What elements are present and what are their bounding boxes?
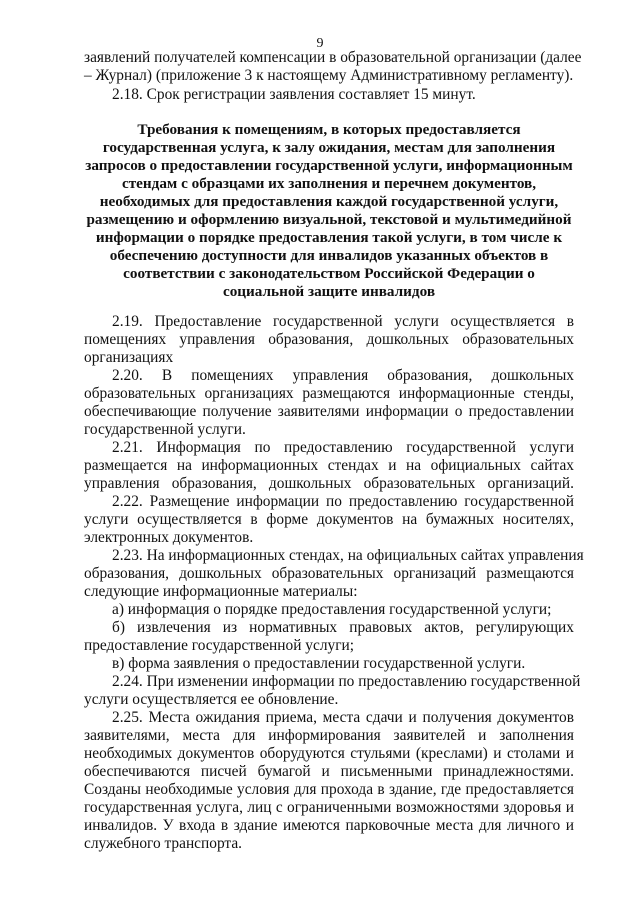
list-item: б) извлечения из нормативных правовых актов, регулирующих xyxy=(112,619,574,636)
heading-line: стендам с образцами их заполнения и перечнем документов, xyxy=(121,175,537,192)
text-line: государственная услуга, лиц с ограниченными возможностями здоровья и xyxy=(84,799,574,816)
text-line: обеспечивающие получение заявителями информации о предоставлении xyxy=(84,403,574,420)
text-line: управления образования, дошкольных образовательных организаций. xyxy=(84,475,574,492)
heading-line: информации о порядке предоставления такой услуги, в том числе к xyxy=(95,229,563,246)
text-line: 2.22. Размещение информации по предоставлению государственной xyxy=(112,493,574,510)
heading-line: запросов о предоставлении государственной услуги, информационным xyxy=(85,157,573,174)
text-line: Созданы необходимые условия для прохода в здание, где предоставляется xyxy=(84,781,574,798)
text-line: электронных документов. xyxy=(84,529,254,546)
text-line: заявителями, места для информирования заявителей и заполнения xyxy=(84,727,574,744)
text-line: услуги осуществляется в форме документов на бумажных носителях, xyxy=(84,511,574,528)
heading-line: социальной защите инвалидов xyxy=(222,283,436,300)
list-item: в) форма заявления о предоставлении государственной услуги. xyxy=(112,655,526,672)
text-line: 2.24. При изменении информации по предоставлению государственной xyxy=(112,673,581,690)
text-line: размещается на информационных стендах и на официальных сайтах xyxy=(84,457,574,474)
text-line: следующие информационные материалы: xyxy=(84,583,358,600)
text-line: 2.19. Предоставление государственной услуги осуществляется в xyxy=(112,313,574,330)
text-line: образовательных организациях размещаются информационные стенды, xyxy=(84,385,574,402)
text-line: – Журнал) (приложение 3 к настоящему Административному регламенту). xyxy=(84,67,574,84)
text-line: государственной услуги. xyxy=(84,421,246,438)
heading-line: соответствии с законодательством Российской Федерации о xyxy=(123,265,535,282)
text-line: заявлений получателей компенсации в образовательной организации (далее xyxy=(84,49,582,66)
heading-line: Требования к помещениям, в которых предоставляется xyxy=(137,121,521,138)
heading-line: обеспечению доступности для инвалидов указанных объектов в xyxy=(109,247,549,264)
text-line: 2.18. Срок регистрации заявления составляет 15 минут. xyxy=(112,86,476,103)
text-line: предоставление государственной услуги; xyxy=(84,637,355,654)
text-line: 2.25. Места ожидания приема, места сдачи и получения документов xyxy=(112,709,574,726)
text-line: 2.21. Информация по предоставлению государственной услуги xyxy=(112,439,574,456)
text-line: услуги осуществляется ее обновление. xyxy=(84,691,339,708)
list-item: а) информация о порядке предоставления государственной услуги; xyxy=(112,601,552,618)
text-line: образования, дошкольных образовательных организаций размещаются xyxy=(84,565,574,582)
text-line: служебного транспорта. xyxy=(84,835,243,852)
text-line: организациях xyxy=(84,349,174,366)
text-line: помещениях управления образования, дошкольных образовательных xyxy=(84,331,574,348)
text-line: 2.20. В помещениях управления образования, дошкольных xyxy=(112,367,574,384)
text-line: необходимых документов оборудуются стульями (креслами) и столами и xyxy=(84,745,574,762)
heading-line: необходимых для предоставления каждой государственной услуги, xyxy=(99,193,559,210)
text-line: инвалидов. У входа в здание имеются парковочные места для личного и xyxy=(84,817,574,834)
page-number: 9 xyxy=(316,36,324,51)
heading-line: государственная услуга, к залу ожидания, местам для заполнения xyxy=(102,139,556,156)
text-line: обеспечиваются писчей бумагой и письменными принадлежностями. xyxy=(84,763,574,780)
text-line: 2.23. На информационных стендах, на официальных сайтах управления xyxy=(112,547,584,564)
heading-line: размещению и оформлению визуальной, текстовой и мультимедийной xyxy=(86,211,572,228)
